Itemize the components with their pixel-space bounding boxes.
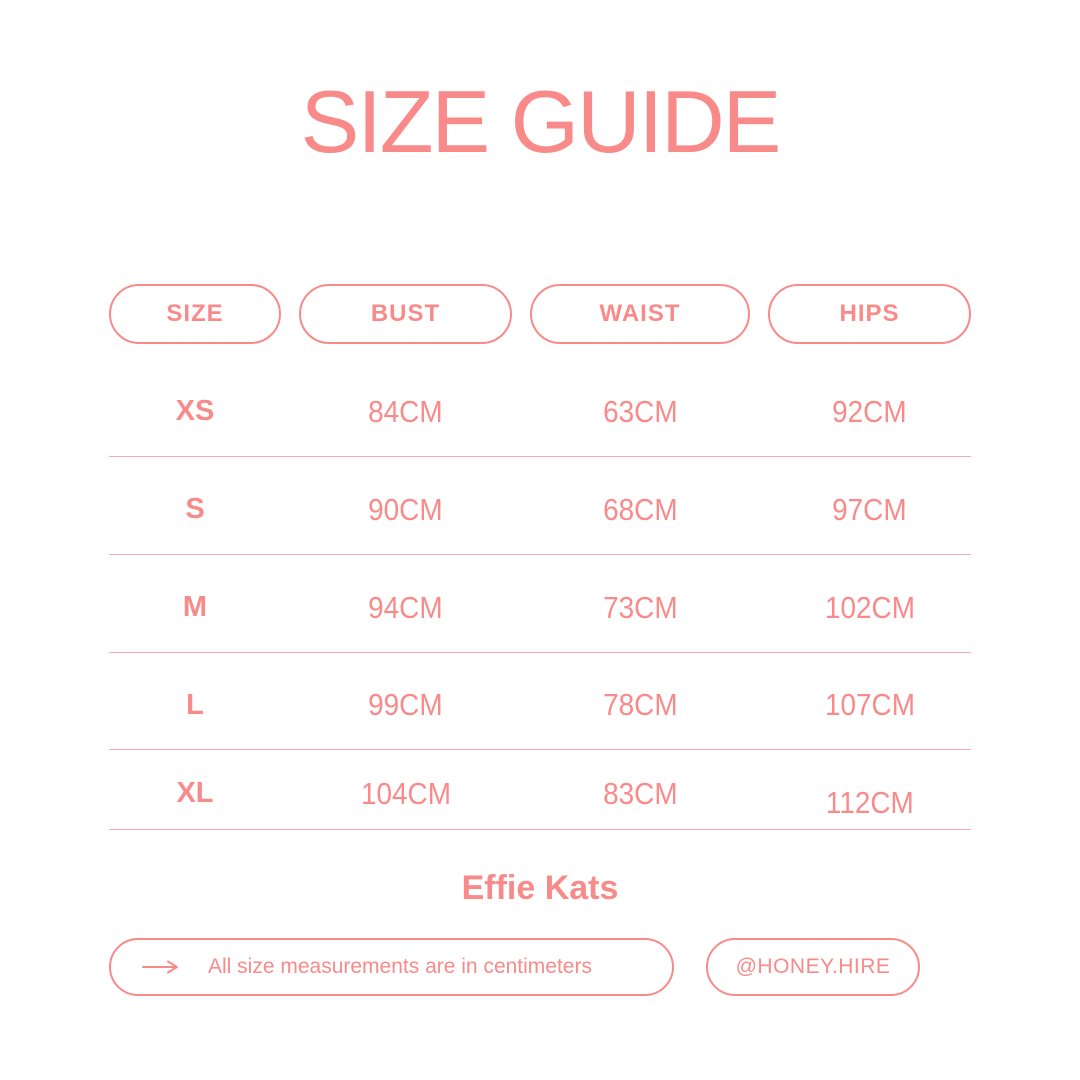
cell-waist: 73CM bbox=[602, 589, 678, 625]
handle-text: @HONEY.HIRE bbox=[735, 955, 891, 978]
cell-bust: 104CM bbox=[360, 775, 451, 811]
long-right-arrow-icon bbox=[141, 957, 181, 977]
handle-pill bbox=[706, 938, 920, 996]
column-label-size: SIZE bbox=[166, 300, 224, 327]
size-table bbox=[109, 284, 971, 830]
cell-hips: 107CM bbox=[824, 687, 915, 722]
column-pill-waist bbox=[530, 284, 750, 344]
column-label-bust: BUST bbox=[370, 300, 441, 327]
column-pill-hips bbox=[768, 284, 971, 344]
table-row-m bbox=[109, 555, 971, 653]
column-pill-size bbox=[109, 284, 281, 344]
cell-waist: 68CM bbox=[602, 491, 678, 527]
column-pill-bust bbox=[299, 284, 512, 344]
note-pill bbox=[109, 938, 674, 996]
cell-waist: 78CM bbox=[602, 687, 678, 722]
column-label-waist: WAIST bbox=[599, 300, 681, 327]
cell-waist: 63CM bbox=[602, 393, 678, 429]
cell-bust: 84CM bbox=[368, 393, 443, 429]
cell-size: XS bbox=[175, 395, 215, 427]
table-row-s bbox=[109, 457, 971, 555]
cell-size: L bbox=[186, 688, 204, 721]
cell-bust: 94CM bbox=[368, 589, 443, 625]
table-row-l bbox=[109, 653, 971, 750]
table-header-row bbox=[109, 284, 971, 344]
cell-size: S bbox=[185, 493, 205, 525]
cell-waist: 83CM bbox=[602, 775, 678, 811]
cell-hips: 102CM bbox=[824, 589, 915, 625]
note-text: All size measurements are in centimeters bbox=[208, 955, 592, 978]
page-title: SIZE GUIDE bbox=[300, 72, 780, 171]
cell-bust: 90CM bbox=[368, 491, 443, 527]
brand-name: Effie Kats bbox=[461, 869, 619, 907]
column-label-hips: HIPS bbox=[839, 300, 900, 327]
cell-hips: 92CM bbox=[832, 393, 907, 429]
cell-hips: 112CM bbox=[825, 784, 914, 820]
cell-size: M bbox=[182, 591, 208, 623]
table-body bbox=[109, 359, 971, 830]
table-row-xl bbox=[109, 750, 971, 830]
cell-size: XL bbox=[176, 777, 214, 809]
cell-hips: 97CM bbox=[832, 491, 907, 527]
cell-bust: 99CM bbox=[368, 687, 443, 722]
footer-pills bbox=[109, 938, 971, 996]
table-row-xs bbox=[109, 359, 971, 457]
